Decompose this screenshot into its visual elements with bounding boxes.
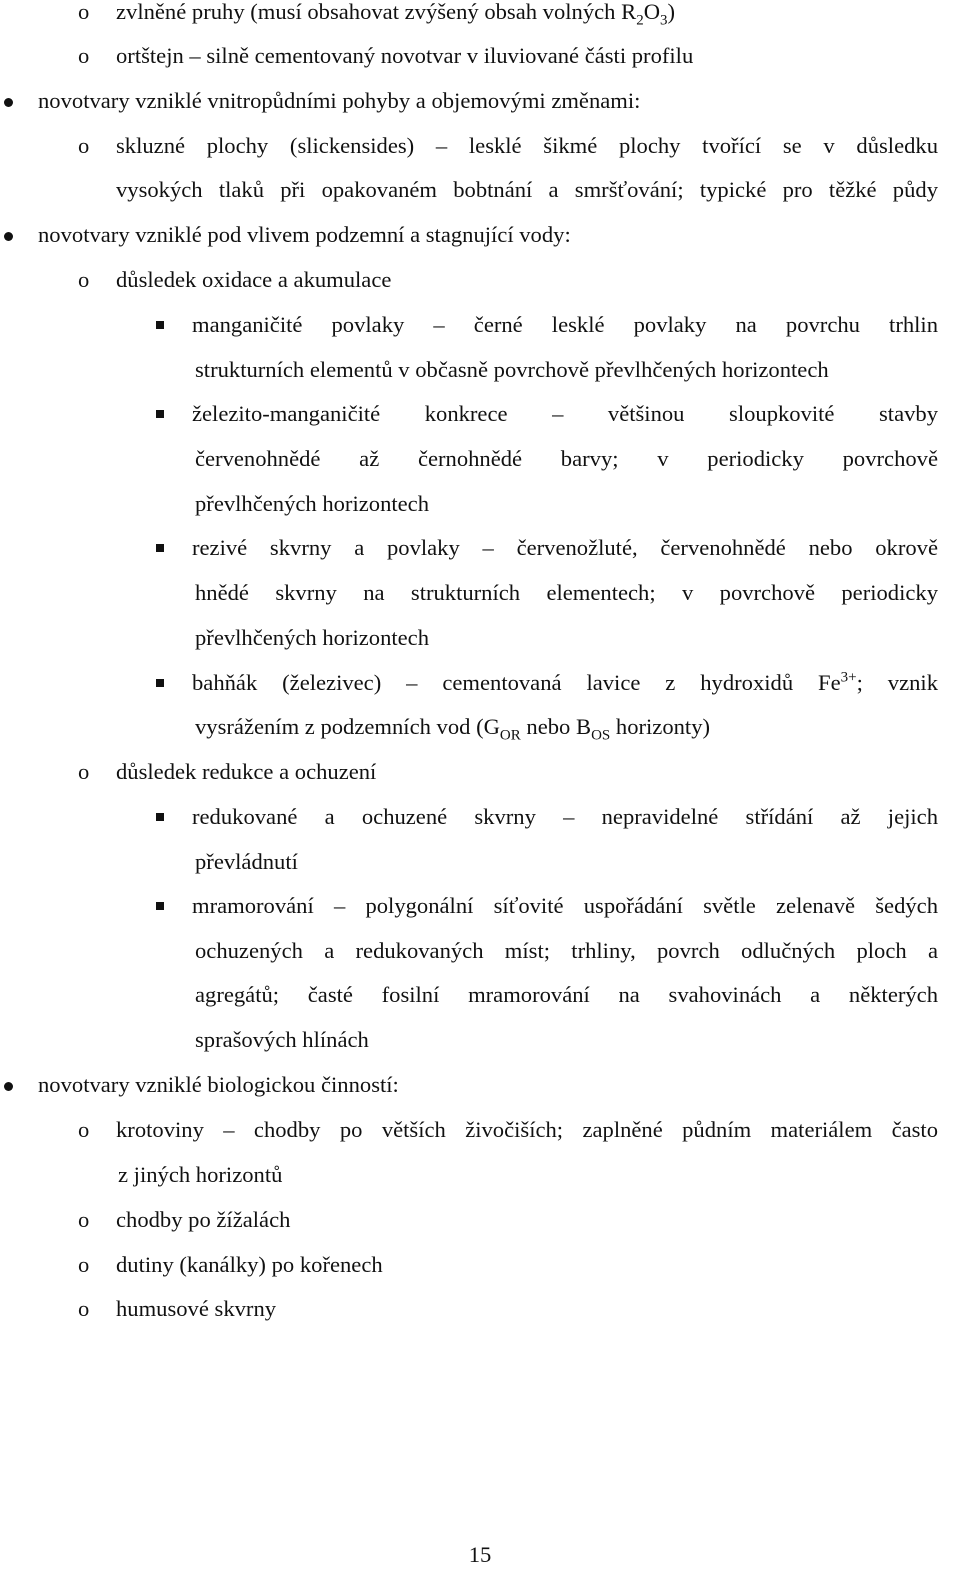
bullet-dot-icon xyxy=(4,1082,13,1091)
list-item-text: ) xyxy=(667,0,676,24)
list-item: ortštejn – silně cementovaný novotvar v iluviované části profilu xyxy=(116,43,694,68)
list-marker-circle: o xyxy=(78,759,90,784)
list-item: dutiny (kanálky) po kořenech xyxy=(116,1252,383,1277)
list-item: redukované a ochuzené skvrny – nepravidelné střídání až jejich xyxy=(192,804,938,829)
list-item xyxy=(192,661,938,706)
list-marker-circle: o xyxy=(78,0,90,24)
list-item-text: O xyxy=(643,0,661,24)
bullet-dot-icon xyxy=(4,232,13,241)
list-item xyxy=(116,0,936,35)
list-item-text: nebo B xyxy=(520,714,592,739)
list-item: důsledek redukce a ochuzení xyxy=(116,759,377,784)
list-marker-circle: o xyxy=(78,1207,90,1232)
square-bullet-icon xyxy=(156,410,164,418)
superscript: 3+ xyxy=(840,669,857,686)
list-item: novotvary vzniklé biologickou činností: xyxy=(38,1072,399,1097)
square-bullet-icon xyxy=(156,321,164,329)
list-marker-circle: o xyxy=(78,1252,90,1277)
list-marker-circle: o xyxy=(78,133,90,158)
list-item: novotvary vzniklé vnitropůdními pohyby a objemovými změnami: xyxy=(38,88,641,113)
list-item-continuation: vysokých tlaků při opakovaném bobtnání a smršťování; typické pro těžké půdy xyxy=(116,177,938,202)
list-item: železito-manganičité konkrece – většinou sloupkovité stavby xyxy=(192,401,938,426)
list-item: manganičité povlaky – černé lesklé povlaky na povrchu trhlin xyxy=(192,312,938,337)
square-bullet-icon xyxy=(156,679,164,687)
list-item-text: vysrážením z podzemních vod (G xyxy=(195,714,500,739)
list-item-continuation: hnědé skvrny na strukturních elementech; v povrchově periodicky xyxy=(195,580,938,605)
square-bullet-icon xyxy=(156,902,164,910)
list-item-continuation: převládnutí xyxy=(195,849,298,874)
list-item-continuation: ochuzených a redukovaných míst; trhliny, povrch odlučných ploch a xyxy=(195,938,938,963)
list-marker-circle: o xyxy=(78,267,90,292)
list-item: rezivé skvrny a povlaky – červenožluté, červenohnědé nebo okrově xyxy=(192,535,938,560)
list-marker-circle: o xyxy=(78,43,90,68)
list-item-continuation: převlhčených horizontech xyxy=(195,625,429,650)
list-item-continuation: červenohnědé až černohnědé barvy; v periodicky povrchově xyxy=(195,446,938,471)
list-item-text: ; vznik xyxy=(856,670,938,695)
square-bullet-icon xyxy=(156,813,164,821)
list-item-text: horizonty) xyxy=(610,714,711,739)
subscript: OR xyxy=(499,727,521,744)
list-item: krotoviny – chodby po větších živočiších; zaplněné půdním materiálem často xyxy=(116,1117,938,1142)
square-bullet-icon xyxy=(156,544,164,552)
list-item-continuation xyxy=(195,705,938,750)
list-item-continuation: strukturních elementů v občasně povrchově převlhčených horizontech xyxy=(195,357,829,382)
subscript: OS xyxy=(591,727,611,744)
list-marker-circle: o xyxy=(78,1117,90,1142)
list-item: skluzné plochy (slickensides) – lesklé šikmé plochy tvořící se v důsledku xyxy=(116,133,938,158)
list-item: novotvary vzniklé pod vlivem podzemní a stagnující vody: xyxy=(38,222,571,247)
subscript: 2 xyxy=(636,12,644,29)
list-item-text: bahňák (železivec) – cementovaná lavice z hydroxidů Fe xyxy=(192,670,841,695)
list-item-text: zvlněné pruhy (musí obsahovat zvýšený obsah volných R xyxy=(116,0,637,24)
list-item: mramorování – polygonální síťovité uspořádání světle zelenavě šedých xyxy=(192,893,938,918)
list-marker-circle: o xyxy=(78,1296,90,1321)
page-number: 15 xyxy=(468,1542,492,1567)
list-item-continuation: z jiných horizontů xyxy=(118,1162,283,1187)
list-item-continuation: agregátů; časté fosilní mramorování na svahovinách a některých xyxy=(195,982,938,1007)
list-item-continuation: sprašových hlínách xyxy=(195,1027,369,1052)
subscript: 3 xyxy=(660,12,668,29)
bullet-dot-icon xyxy=(4,98,13,107)
list-item-continuation: převlhčených horizontech xyxy=(195,491,429,516)
list-item: chodby po žížalách xyxy=(116,1207,291,1232)
list-item: důsledek oxidace a akumulace xyxy=(116,267,392,292)
list-item: humusové skvrny xyxy=(116,1296,277,1321)
